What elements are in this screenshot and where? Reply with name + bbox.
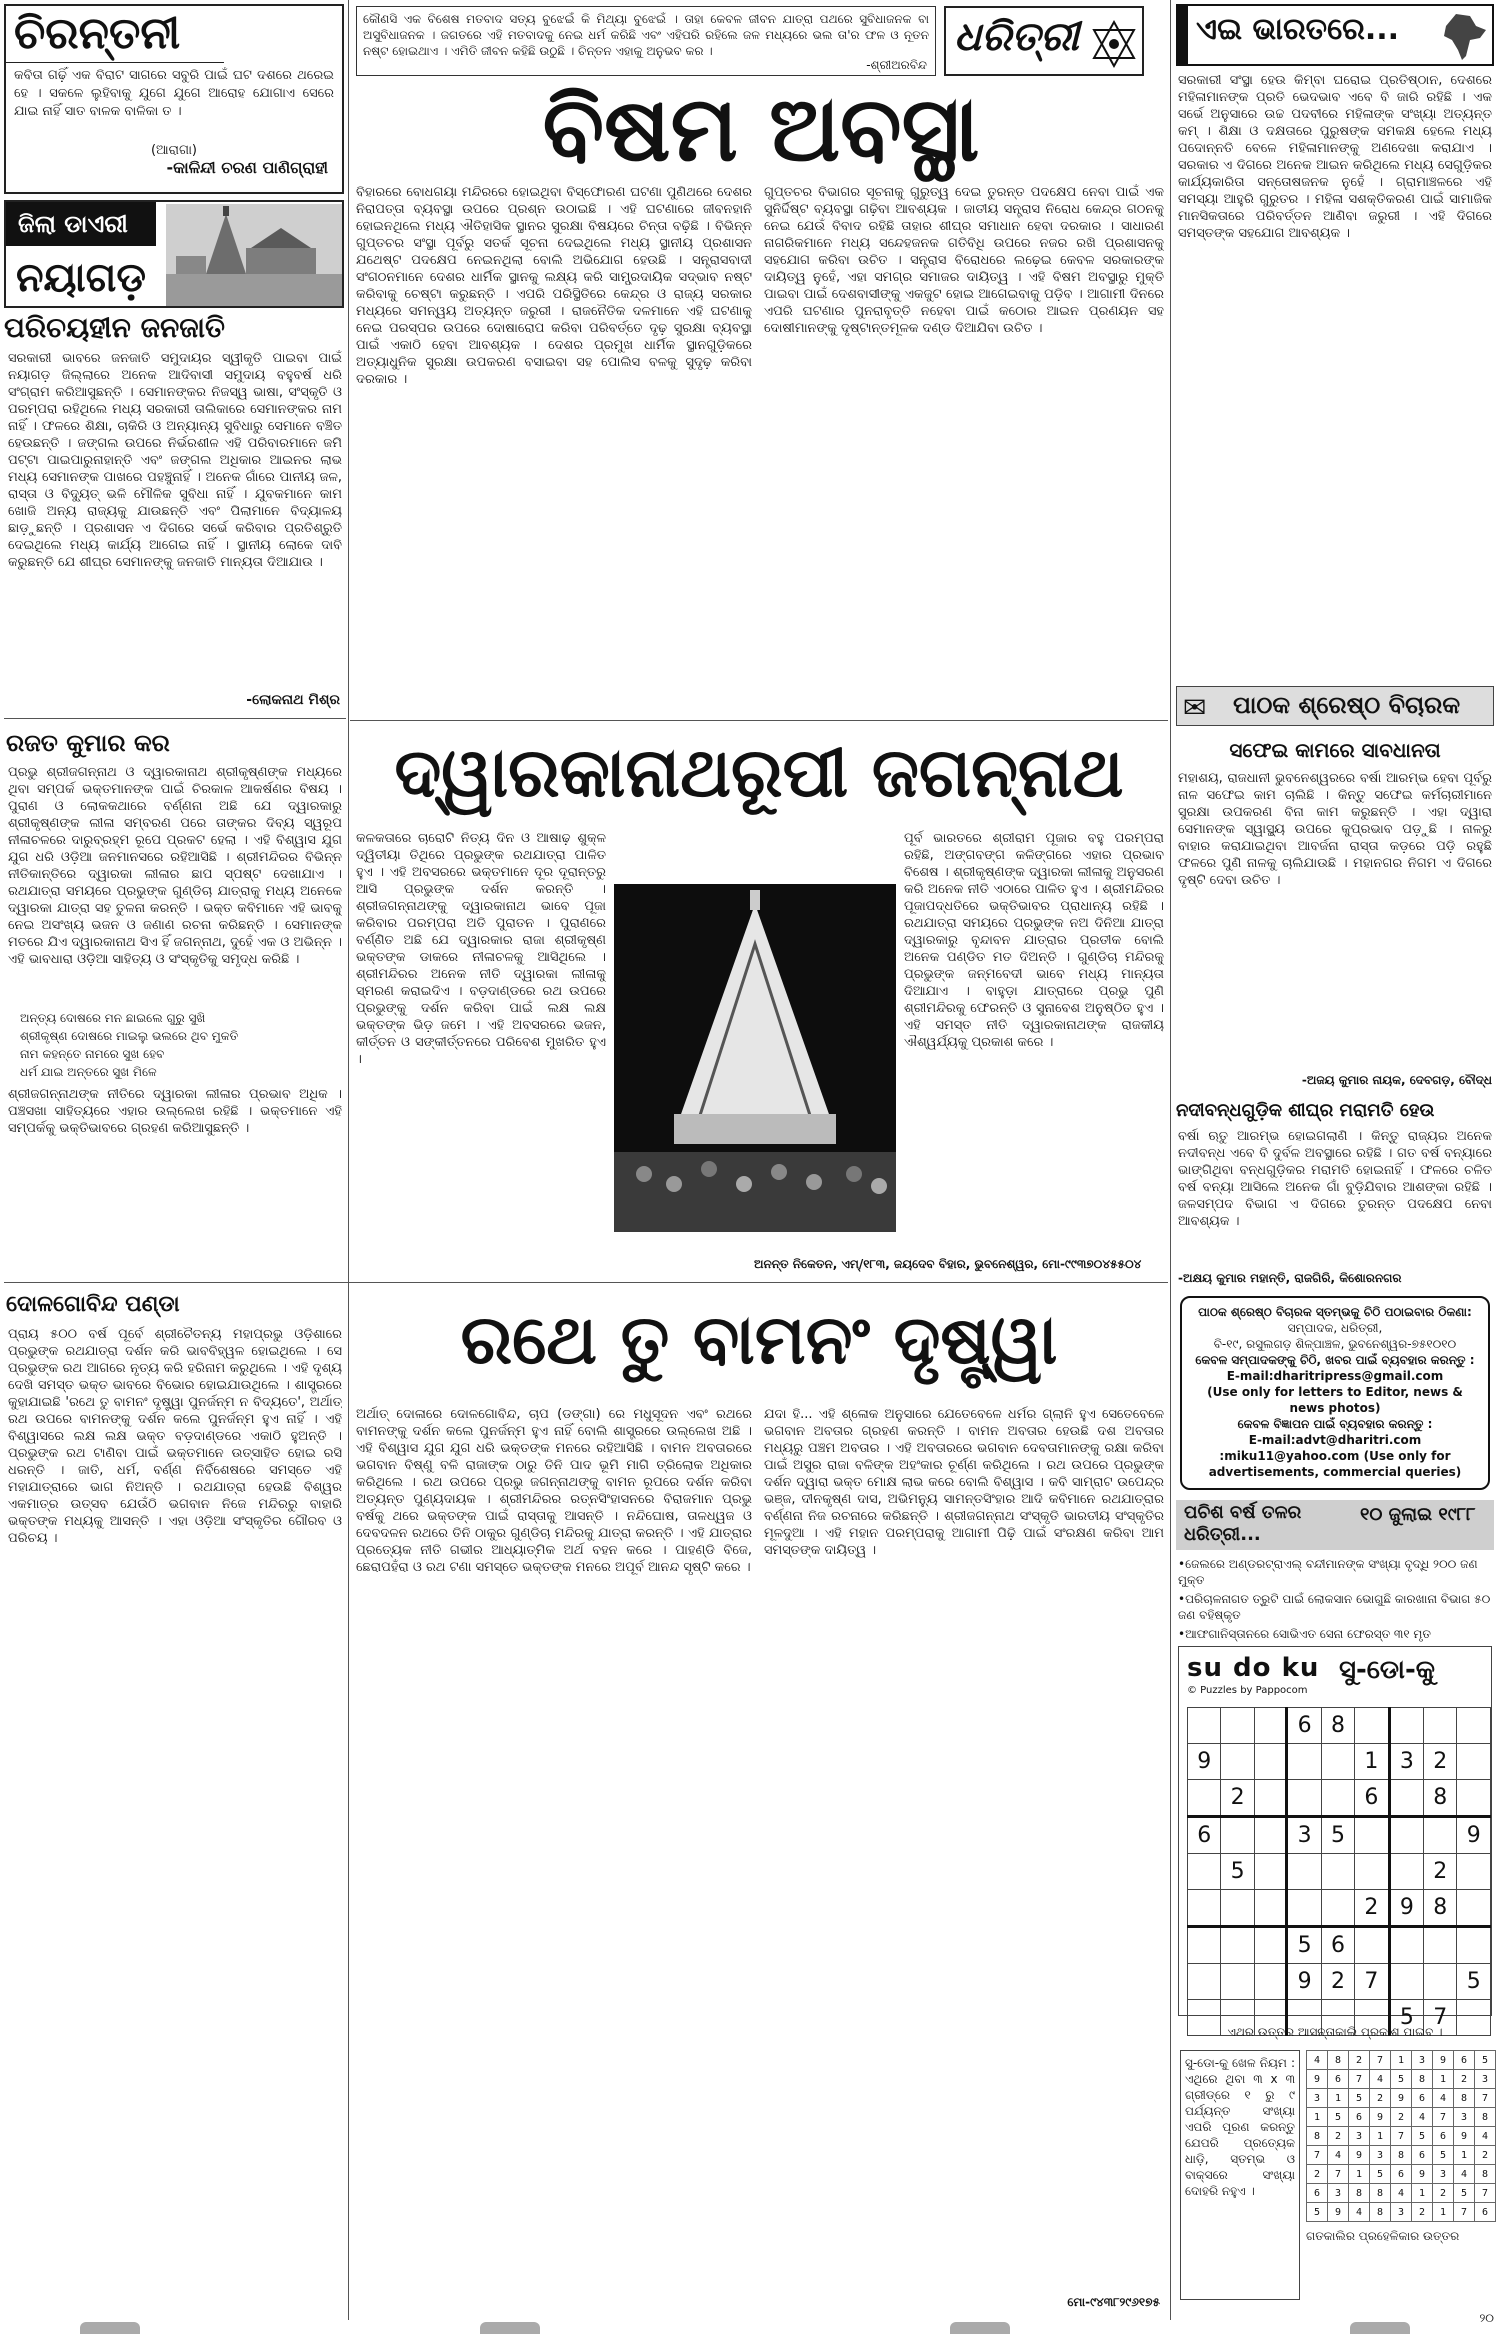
sudoku-solution-cell: 9 bbox=[1307, 2070, 1328, 2089]
sudoku-solution-cell: 7 bbox=[1391, 2127, 1412, 2146]
district-name: ନୟାଗଡ଼ bbox=[16, 255, 147, 301]
sudoku-solution-cell: 3 bbox=[1412, 2051, 1433, 2070]
sudoku-solution-cell: 3 bbox=[1370, 2146, 1391, 2165]
sudoku-cell bbox=[1221, 1744, 1254, 1780]
star-emblem-icon bbox=[1088, 18, 1140, 70]
letter1-author: -ଅଜୟ କୁମାର ନାୟକ, ଦେବଗଡ଼, ବୌଦ୍ଧ bbox=[1301, 1073, 1492, 1087]
sudoku-solution-label: ଗତକାଲିର ପ୍ରହେଳିକାର ଉତ୍ତର bbox=[1306, 2229, 1460, 2243]
letter1-title: ସଫେଇ କାମରେ ସାବଧାନତା bbox=[1229, 738, 1441, 762]
editorial-col-1: ବିହାରରେ ବୋଧଗୟା ମନ୍ଦିରରେ ହୋଇଥିବା ବିସ୍ଫୋରଣ ଘଟଣା ପୁଣିଥରେ ଦେଶର ନିରାପତ୍ତା ବ୍ୟବସ୍ଥା ଉପରେ ପ୍ରଶ୍ନ ଉଠାଇଛି । ଏହି ଘଟଣାରେ ଜୀବନହାନି ହୋଇନଥିଲେ ମଧ୍ୟ ଐତିହାସିକ ସ୍ଥାନର ସୁରକ୍ଷା ବିଷୟରେ ଚିନ୍ତା ବଢ଼ିଛି । ବିଭିନ୍ନ ଗୁପ୍ତଚର ସଂସ୍ଥା ପୂର୍ବରୁ ସତର୍କ ସୂଚନା ଦେଇଥିଲେ ମଧ୍ୟ ସ୍ଥାନୀୟ ପ୍ରଶାସନ ଯଥେଷ୍ଟ ପଦକ୍ଷେପ ନେଇନଥିଲା ବୋଲି ଅଭିଯୋଗ ହେଉଛି । ସନ୍ତ୍ରାସବାଦୀ ସଂଗଠନମାନେ ଦେଶର ଧାର୍ମିକ ସ୍ଥାନକୁ ଲକ୍ଷ୍ୟ କରି ସାମ୍ପ୍ରଦାୟିକ ସଦ୍ଭାବ ନଷ୍ଟ କରିବାକୁ ଚେଷ୍ଟା କରୁଛନ୍ତି । ଏପରି ପରିସ୍ଥିତିରେ କେନ୍ଦ୍ର ଓ ରାଜ୍ୟ ସରକାର ମଧ୍ୟରେ ସମନ୍ୱୟ ଅତ୍ୟନ୍ତ ଜରୁରୀ । ରାଜନୈତିକ ଦଳମାନେ ଏହି ଘଟଣାକୁ ନେଇ ପରସ୍ପର ଉପରେ ଦୋଷାରୋପ କରିବା ପରିବର୍ତ୍ତେ ଦୃଢ଼ ସୁରକ୍ଷା ବ୍ୟବସ୍ଥା ପାଇଁ ଏକାଠି ହେବା ଆବଶ୍ୟକ । ଦେଶର ପ୍ରମୁଖ ଧାର୍ମିକ ସ୍ଥାନଗୁଡ଼ିକରେ ଅତ୍ୟାଧୁନିକ ସୁରକ୍ଷା ଉପକରଣ ବସାଇବା ସହ ପୋଲିସ ବଳକୁ ସୁଦୃଢ଼ କରିବା ଦରକାର । bbox=[356, 185, 752, 387]
sudoku-solution-cell: 8 bbox=[1370, 2203, 1391, 2222]
contact-line: ବି-୧୯, ରସୁଲଗଡ଼ ଶିଳ୍ପାଞ୍ଚଳ, ଭୁବନେଶ୍ୱର-୭୫୧୦୧୦ bbox=[1213, 1337, 1457, 1351]
letters-title: ପାଠକ ଶ୍ରେଷ୍ଠ ବିଚାରକ bbox=[1233, 691, 1461, 719]
sudoku-solution-cell: 3 bbox=[1391, 2203, 1412, 2222]
poem-verse bbox=[20, 1008, 340, 1082]
sudoku-solution-cell: 2 bbox=[1391, 2108, 1412, 2127]
letter1-body: ମହାଶୟ, ରାଜଧାନୀ ଭୁବନେଶ୍ୱରରେ ବର୍ଷା ଆରମ୍ଭ ହେବା ପୂର୍ବରୁ ନାଳ ସଫେଇ କାମ ଚାଲିଛି । କିନ୍ତୁ ସଫେଇ କର୍ମଚାରୀମାନେ ସୁରକ୍ଷା ଉପକରଣ ବିନା କାମ କରୁଛନ୍ତି । ଏହା ଦ୍ୱାରା ସେମାନଙ୍କ ସ୍ୱାସ୍ଥ୍ୟ ଉପରେ କୁପ୍ରଭାବ ପଡ଼ୁଛି । ନାଳରୁ ବାହାର କରାଯାଇଥିବା ଆବର୍ଜନା ରାସ୍ତା କଡ଼ରେ ପଡ଼ି ରହୁଛି ଫଳରେ ପୁଣି ନାଳକୁ ଚାଲିଯାଉଛି । ମହାନଗର ନିଗମ ଏ ଦିଗରେ ଦୃଷ୍ଟି ଦେବା ଉଚିତ । bbox=[1178, 771, 1492, 888]
sudoku-cell bbox=[1321, 1890, 1354, 1927]
sudoku-cell: 2 bbox=[1424, 1854, 1457, 1890]
column-rule bbox=[348, 0, 349, 2320]
sudoku-cell bbox=[1389, 1708, 1423, 1744]
newspaper-logo: ଧରିତ୍ରୀ bbox=[954, 14, 1079, 60]
sudoku-solution-cell: 4 bbox=[1328, 2146, 1349, 2165]
sudoku-cell bbox=[1287, 1744, 1321, 1780]
sudoku-cell bbox=[1457, 1927, 1491, 1964]
article-author-rathe: ଦୋଳଗୋବିନ୍ଦ ପଣ୍ଡା bbox=[6, 1292, 180, 1317]
sudoku-cell bbox=[1188, 1854, 1221, 1890]
section-header-box bbox=[1176, 4, 1494, 66]
sudoku-solution-cell: 9 bbox=[1454, 2127, 1475, 2146]
sudoku-solution-cell: 1 bbox=[1433, 2070, 1454, 2089]
sudoku-cell: 9 bbox=[1457, 1817, 1491, 1854]
headline-dwarakanatha-jagannatha: ଦ୍ୱାରକାନାଥରୂପୀ ଜଗନ୍ନାଥ bbox=[394, 734, 1124, 813]
sudoku-solution-cell: 1 bbox=[1307, 2108, 1328, 2127]
rathe-contact: ମୋ-୯୪୩୮୨୯୬୧୭୫ bbox=[1067, 2295, 1160, 2309]
sudoku-solution-cell: 8 bbox=[1475, 2108, 1496, 2127]
history-item: •ଆଫଗାନିସ୍ତାନରେ ସୋଭିଏତ ସେନା ଫେରସ୍ତ ୩୧ ମୃତ bbox=[1178, 1627, 1431, 1641]
article-body-dwaraka: ପ୍ରଭୁ ଶ୍ରୀଜଗନ୍ନାଥ ଓ ଦ୍ୱାରକାନାଥ ଶ୍ରୀକୃଷ୍ଣଙ୍କ ମଧ୍ୟରେ ଥିବା ସମ୍ପର୍କ ଭକ୍ତମାନଙ୍କ ପାଇଁ ଚିରକାଳ ଆକର୍ଷଣର ବିଷୟ । ପୁରାଣ ଓ ଲୋକକଥାରେ ବର୍ଣ୍ଣନା ଅଛି ଯେ ଦ୍ୱାରକାରୁ ଶ୍ରୀକୃଷ୍ଣଙ୍କ ଲୀଳା ସମ୍ବରଣ ପରେ ତାଙ୍କର ଦିବ୍ୟ ସ୍ୱରୂପ ନୀଳାଚଳରେ ଦାରୁବ୍ରହ୍ମ ରୂପେ ପ୍ରକଟ ହେଲା । ଏହି ବିଶ୍ୱାସ ଯୁଗ ଯୁଗ ଧରି ଓଡ଼ିଆ ଜନମାନସରେ ରହିଆସିଛି । ଶ୍ରୀମନ୍ଦିରର ବିଭିନ୍ନ ନୀତିକାନ୍ତିରେ ଦ୍ୱାରକା ଲୀଳାର ଛାପ ସ୍ପଷ୍ଟ ଦେଖାଯାଏ । ରଥଯାତ୍ରା ସମୟରେ ପ୍ରଭୁଙ୍କ ଗୁଣ୍ଡିଚା ଯାତ୍ରାକୁ ମଧ୍ୟ ଅନେକେ ଦ୍ୱାରକା ଯାତ୍ରା ସହ ତୁଳନା କରନ୍ତି । ଭକ୍ତ କବିମାନେ ଏହି ଭାବକୁ ନେଇ ଅସଂଖ୍ୟ ଭଜନ ଓ ଜଣାଣ ରଚନା କରିଛନ୍ତି । ସେମାନଙ୍କ ମତରେ ଯିଏ ଦ୍ୱାରକାନାଥ ସିଏ ହିଁ ଜଗନ୍ନାଥ, ଦୁହେଁ ଏକ ଓ ଅଭିନ୍ନ । ଏହି ଭାବଧାରା ଓଡ଼ିଆ ସାହିତ୍ୟ ଓ ସଂସ୍କୃତିକୁ ସମୃଦ୍ଧ କରିଛି । bbox=[8, 765, 342, 967]
sudoku-cell bbox=[1287, 1854, 1321, 1890]
sudoku-solution-cell: 6 bbox=[1391, 2165, 1412, 2184]
district-label: ଜିଲା ଡାଏରୀ bbox=[6, 202, 156, 246]
article-author-dwaraka: ରଜତ କୁମାର କର bbox=[6, 729, 170, 757]
india-map-icon bbox=[1436, 10, 1490, 64]
sudoku-solution-cell: 5 bbox=[1454, 2184, 1475, 2203]
sudoku-solution-cell: 6 bbox=[1328, 2070, 1349, 2089]
sudoku-solution-cell: 7 bbox=[1349, 2070, 1370, 2089]
sudoku-solution-cell: 3 bbox=[1307, 2089, 1328, 2108]
sudoku-solution-cell: 2 bbox=[1349, 2051, 1370, 2070]
sudoku-cell: 9 bbox=[1287, 1964, 1321, 2000]
sudoku-solution-cell: 9 bbox=[1412, 2165, 1433, 2184]
poetry-source: (ଆରାଗା) bbox=[150, 143, 197, 158]
poetry-text: କବିତା ଗଢ଼ିଁ ଏକ ବିରାଟ ସାଗରେ ସବୁରି ପାଇଁ ଘଟ ଦଶରେ ଥରେଇ ହେ । ସକଳେ ଲୁହିବାକୁ ଯୁଗେ ଯୁଗେ ଆରୋହ ଯୋଗାଏ ସେରେ ଯାଇ ନାହିଁ ସାତ ବାଳକ ବାଳିକା ତ । bbox=[14, 68, 334, 119]
sudoku-solution-cell: 6 bbox=[1412, 2146, 1433, 2165]
sudoku-cell bbox=[1221, 1890, 1254, 1927]
sudoku-cell bbox=[1424, 1708, 1457, 1744]
sudoku-cell bbox=[1321, 1854, 1354, 1890]
sudoku-cell bbox=[1254, 1927, 1287, 1964]
quote-author: -ଶ୍ରୀଅରବିନ୍ଦ bbox=[866, 58, 927, 72]
history-item: •ଜେଲରେ ଅଣ୍ଡରଟ୍ରାଏଲ୍ ବନ୍ଦୀମାନଙ୍କ ସଂଖ୍ୟା ବୃଦ୍ଧି ୨୦୦ ଜଣ ମୁକ୍ତ bbox=[1178, 1557, 1478, 1587]
sudoku-title: ସୁ-ଡୋ-କୁ bbox=[1339, 1655, 1435, 1685]
sudoku-cell: 3 bbox=[1389, 1744, 1423, 1780]
section-title: ଏଇ ଭାରତରେ... bbox=[1196, 12, 1400, 47]
sudoku-solution-cell: 7 bbox=[1475, 2184, 1496, 2203]
sudoku-cell: 6 bbox=[1287, 1708, 1321, 1744]
sudoku-solution-cell: 7 bbox=[1475, 2089, 1496, 2108]
sudoku-cell bbox=[1355, 1817, 1389, 1854]
sudoku-solution-cell: 6 bbox=[1454, 2051, 1475, 2070]
sudoku-cell bbox=[1389, 1964, 1423, 2000]
sudoku-cell: 3 bbox=[1287, 1817, 1321, 1854]
sudoku-solution-cell: 4 bbox=[1307, 2051, 1328, 2070]
sudoku-cell: 6 bbox=[1355, 1780, 1389, 1817]
letter2-author: -ଅକ୍ଷୟ କୁମାର ମହାନ୍ତି, ରାଜଗିରି, କିଶୋରନଗର bbox=[1178, 1271, 1402, 1285]
sudoku-solution-cell: 3 bbox=[1433, 2165, 1454, 2184]
history-date: ୧୦ ଜୁଲାଇ ୧୯୮୮ bbox=[1360, 1504, 1476, 1525]
sudoku-cell: 5 bbox=[1287, 1927, 1321, 1964]
feature-address: ଅନନ୍ତ ନିକେତନ, ଏମ୍/୧୮୩, ଜୟଦେବ ବିହାର, ଭୁବନେଶ୍ୱର, ମୋ-୯୯୩୭୦୪୫୫୦୪ bbox=[754, 1257, 1142, 1271]
sudoku-box bbox=[1178, 1646, 1492, 2030]
contact-email-editor[interactable]: E-mail:dharitripress@gmail.com bbox=[1226, 1369, 1444, 1383]
sudoku-solution-cell: 2 bbox=[1370, 2089, 1391, 2108]
sudoku-solution-cell: 1 bbox=[1370, 2127, 1391, 2146]
sudoku-solution-cell: 4 bbox=[1349, 2203, 1370, 2222]
temple-photo bbox=[166, 204, 342, 306]
poetry-author: -କାଳିନ୍ଦୀ ଚରଣ ପାଣିଗ୍ରାହୀ bbox=[166, 158, 328, 177]
sudoku-brand: su do ku bbox=[1187, 1653, 1320, 1683]
sudoku-cell bbox=[1254, 1890, 1287, 1927]
sudoku-solution-cell: 6 bbox=[1307, 2184, 1328, 2203]
sudoku-cell bbox=[1221, 1817, 1254, 1854]
sudoku-solution-cell: 8 bbox=[1412, 2070, 1433, 2089]
quote-text: କୌଣସି ଏକ ବିଶେଷ ମତବାଦ ସତ୍ୟ ବୁଝେଇଁ କି ମିଥ୍ୟା ବୁଝେଇଁ । ତାହା କେବଳ ଜୀବନ ଯାତ୍ରା ପଥରେ ସୁବିଧାଜନକ ବା ଅସୁବିଧାଜନକ । ଜଗତରେ ଏହି ମତବାଦକୁ ନେଇ ଧର୍ମ କରିଛି ଏବଂ ଏହିପରି ରହିଲେ ଜଳ ମଧ୍ୟରେ ଭଲ ତା'ର ଫଳ ଓ ନୂତନ ନଷ୍ଟ ହୋଇଥାଏ । ଏମିତି ଜୀବନ କହିଛି ଉଠୁଛି । ଚିନ୍ତନ ଏହାକୁ ଅନୁଭବ କର । bbox=[363, 12, 929, 58]
sudoku-answer-note: ଏଥର ଉତ୍ତର ଆସନ୍ତାକାଲି ପ୍ରକାଶ ପାଇବ । bbox=[1227, 2025, 1443, 2039]
sudoku-solution-cell: 5 bbox=[1475, 2051, 1496, 2070]
sudoku-solution-cell: 9 bbox=[1433, 2051, 1454, 2070]
sudoku-cell bbox=[1457, 1854, 1491, 1890]
envelope-icon: ✉ bbox=[1183, 691, 1207, 724]
logo-box bbox=[944, 6, 1144, 76]
sudoku-cell bbox=[1188, 1890, 1221, 1927]
sudoku-solution-cell: 9 bbox=[1328, 2203, 1349, 2222]
sudoku-solution-cell: 6 bbox=[1433, 2127, 1454, 2146]
sudoku-cell: 2 bbox=[1355, 1890, 1389, 1927]
letter2-title: ନଦୀବନ୍ଧଗୁଡ଼ିକ ଶୀଘ୍ର ମରାମତି ହେଉ bbox=[1176, 1100, 1435, 1121]
sudoku-solution-cell: 4 bbox=[1454, 2165, 1475, 2184]
poem-line: ଅନ୍ତ୍ୟ ଦୋଷରେ ମନ ଛାଇଲେ ଗୁରୁ ସୁଖି bbox=[20, 1011, 206, 1025]
sudoku-cell bbox=[1424, 1964, 1457, 2000]
sudoku-rules: ସୁ-ଡୋ-କୁ ଖେଳ ନିୟମ : ଏଥିରେ ଥିବା ୩ x ୩ ଗ୍ରୀଡ୍‌ରେ ୧ ରୁ ୯ ପର୍ଯ୍ୟନ୍ତ ସଂଖ୍ୟା ଏପରି ପୂରଣ କରନ୍ତୁ ଯେପରି ପ୍ରତ୍ୟେକ ଧାଡ଼ି, ସ୍ତମ୍ଭ ଓ ବାକ୍ସରେ ସଂଖ୍ୟା ଦୋହରି ନହୁଏ । bbox=[1180, 2050, 1300, 2300]
sudoku-solution-cell: 2 bbox=[1307, 2165, 1328, 2184]
sudoku-solution-cell: 1 bbox=[1391, 2051, 1412, 2070]
sudoku-cell bbox=[1457, 1744, 1491, 1780]
sudoku-solution-cell: 6 bbox=[1349, 2108, 1370, 2127]
sudoku-cell: 2 bbox=[1321, 1964, 1354, 2000]
sudoku-solution-cell: 5 bbox=[1433, 2146, 1454, 2165]
sudoku-solution-cell: 4 bbox=[1391, 2184, 1412, 2203]
sudoku-cell: 9 bbox=[1188, 1744, 1221, 1780]
sudoku-cell bbox=[1254, 1854, 1287, 1890]
sudoku-solution-cell: 2 bbox=[1454, 2070, 1475, 2089]
sudoku-cell: 6 bbox=[1188, 1817, 1221, 1854]
sudoku-cell bbox=[1457, 1780, 1491, 1817]
sudoku-solution-cell: 4 bbox=[1370, 2070, 1391, 2089]
contact-heading: ପାଠକ ଶ୍ରେଷ୍ଠ ବିଚାରକ ସ୍ତମ୍ଭକୁ ଚିଠି ପଠାଇବାର ଠିକଣା: bbox=[1198, 1305, 1472, 1319]
poetry-title: ଚିରନ୍ତନୀ bbox=[6, 6, 224, 63]
history-header bbox=[1176, 1500, 1494, 1550]
sudoku-solution-cell: 4 bbox=[1412, 2108, 1433, 2127]
sudoku-solution-cell: 7 bbox=[1328, 2165, 1349, 2184]
sudoku-solution-box bbox=[1306, 2050, 1496, 2244]
sudoku-solution-cell: 5 bbox=[1391, 2070, 1412, 2089]
sudoku-cell bbox=[1221, 1964, 1254, 2000]
sudoku-grid bbox=[1187, 1707, 1491, 2036]
sudoku-cell bbox=[1389, 1927, 1423, 1964]
sudoku-solution-cell: 9 bbox=[1391, 2089, 1412, 2108]
sudoku-solution-cell: 8 bbox=[1475, 2165, 1496, 2184]
sudoku-solution-cell: 4 bbox=[1475, 2127, 1496, 2146]
sudoku-cell bbox=[1355, 1708, 1389, 1744]
sudoku-cell bbox=[1389, 1780, 1423, 1817]
sudoku-cell: 6 bbox=[1321, 1927, 1354, 1964]
sudoku-solution-cell: 5 bbox=[1370, 2165, 1391, 2184]
sudoku-solution-cell: 2 bbox=[1475, 2146, 1496, 2165]
sudoku-cell: 2 bbox=[1424, 1744, 1457, 1780]
sudoku-solution-cell: 1 bbox=[1328, 2089, 1349, 2108]
sudoku-cell: 5 bbox=[1457, 1964, 1491, 2000]
contact-line: କେବଳ ସମ୍ପାଦକଙ୍କୁ ଚିଠି, ଖବର ପାଇଁ ବ୍ୟବହାର କରନ୍ତୁ : bbox=[1195, 1353, 1475, 1367]
article-title-tribes: ପରିଚୟହୀନ ଜନଜାତି bbox=[4, 311, 225, 344]
headline-bishama-abastha: ବିଷମ ଅବସ୍ଥା bbox=[542, 77, 980, 182]
sudoku-solution-cell: 3 bbox=[1328, 2184, 1349, 2203]
rath-yatra-photo bbox=[614, 884, 896, 1232]
sudoku-cell bbox=[1254, 1744, 1287, 1780]
contact-note-editor: (Use only for letters to Editor, news & news photos) bbox=[1207, 1385, 1463, 1415]
sudoku-solution-cell: 9 bbox=[1349, 2146, 1370, 2165]
sudoku-cell bbox=[1254, 1708, 1287, 1744]
editorial-col-2: ଗୁପ୍ତଚର ବିଭାଗର ସୂଚନାକୁ ଗୁରୁତ୍ୱ ଦେଇ ତୁରନ୍ତ ପଦକ୍ଷେପ ନେବା ପାଇଁ ଏକ ସୁନିର୍ଦ୍ଦିଷ୍ଟ ବ୍ୟବସ୍ଥା ଗଢ଼ିବା ଆବଶ୍ୟକ । ଜାତୀୟ ସନ୍ତ୍ରାସ ନିରୋଧ କେନ୍ଦ୍ର ଗଠନକୁ ନେଇ ଯେଉଁ ବିବାଦ ରହିଛି ତାହାର ଶୀଘ୍ର ସମାଧାନ ହେବା ଦରକାର । ସାଧାରଣ ନାଗରିକମାନେ ମଧ୍ୟ ସନ୍ଦେହଜନକ ଗତିବିଧି ଉପରେ ନଜର ରଖି ପ୍ରଶାସନକୁ ସହଯୋଗ କରିବା ଉଚିତ । ସନ୍ତ୍ରାସ ବିରୋଧରେ ଲଢ଼େଇ କେବଳ ସରକାରଙ୍କ ଦାୟିତ୍ୱ ନୁହେଁ, ଏହା ସମଗ୍ର ସମାଜର ଦାୟିତ୍ୱ । ଏହି ବିଷମ ଅବସ୍ଥାରୁ ମୁକ୍ତି ପାଇବା ପାଇଁ ଦେଶବାସୀଙ୍କୁ ଏକଜୁଟ ହୋଇ ଆଗେଇବାକୁ ପଡ଼ିବ । ଆଗାମୀ ଦିନରେ ଏପରି ଘଟଣାର ପୁନରାବୃତ୍ତି ନହେବା ପାଇଁ କଠୋର ଆଇନ ପ୍ରଣୟନ ସହ ଦୋଷୀମାନଙ୍କୁ ଦୃଷ୍ଟାନ୍ତମୂଳକ ଦଣ୍ଡ ଦିଆଯିବା ଉଚିତ । bbox=[764, 185, 1164, 336]
sudoku-cell bbox=[1457, 1708, 1491, 1744]
sudoku-solution-cell: 3 bbox=[1475, 2070, 1496, 2089]
sudoku-solution-cell: 7 bbox=[1307, 2146, 1328, 2165]
sudoku-solution-cell: 7 bbox=[1370, 2051, 1391, 2070]
sudoku-cell bbox=[1321, 1744, 1354, 1780]
sudoku-solution-cell: 8 bbox=[1454, 2089, 1475, 2108]
sudoku-cell: 5 bbox=[1321, 1817, 1354, 1854]
sudoku-cell bbox=[1457, 1890, 1491, 1927]
sudoku-cell bbox=[1188, 1780, 1221, 1817]
sudoku-solution-cell: 1 bbox=[1412, 2184, 1433, 2203]
sudoku-cell: 7 bbox=[1355, 1964, 1389, 2000]
quote-box bbox=[356, 6, 936, 76]
sudoku-solution-cell: 8 bbox=[1391, 2146, 1412, 2165]
contact-line: ସମ୍ପାଦକ, ଧରିତ୍ରୀ, bbox=[1287, 1321, 1383, 1335]
history-item: •ପରିଚାଳନାଗତ ତ୍ରୁଟି ପାଇଁ ଲୋକସାନ ଭୋଗୁଛି କାରଖାନା ବିଭାଗ ୫୦ ଜଣ ବହିଷ୍କୃତ bbox=[1178, 1592, 1491, 1622]
sudoku-solution-cell: 1 bbox=[1349, 2165, 1370, 2184]
sudoku-solution-cell: 6 bbox=[1412, 2089, 1433, 2108]
sudoku-cell: 8 bbox=[1424, 1780, 1457, 1817]
article-body-dwaraka-cont: ଶ୍ରୀଜଗନ୍ନାଥଙ୍କ ନୀତିରେ ଦ୍ୱାରକା ଲୀଳାର ପ୍ରଭାବ ଅଧିକ । ପଞ୍ଚସଖା ସାହିତ୍ୟରେ ଏହାର ଉଲ୍ଲେଖ ରହିଛି । ଭକ୍ତମାନେ ଏହି ସମ୍ପର୍କକୁ ଭକ୍ତିଭାବରେ ଗ୍ରହଣ କରିଆସୁଛନ୍ତି । bbox=[8, 1087, 342, 1136]
article-author-tribes: -ଲୋକନାଥ ମିଶ୍ର bbox=[246, 692, 340, 708]
sudoku-solution-cell: 2 bbox=[1433, 2184, 1454, 2203]
sudoku-cell bbox=[1389, 1854, 1423, 1890]
sudoku-cell bbox=[1424, 1927, 1457, 1964]
sudoku-solution-grid bbox=[1306, 2050, 1496, 2222]
page-number: ୨୦ bbox=[1479, 2311, 1494, 2325]
history-title: ପଚିଶ ବର୍ଷ ତଳର ଧରିତ୍ରୀ... bbox=[1184, 1502, 1302, 1545]
sudoku-cell bbox=[1389, 1817, 1423, 1854]
feature-col-3: ପୂର୍ବ ଭାରତରେ ଶ୍ରୀରାମ ପୂଜାର ବହୁ ପରମ୍ପରା ରହିଛି, ଅଙ୍ଗବଙ୍ଗ କଳିଙ୍ଗରେ ଏହାର ପ୍ରଭାବ ବିଶେଷ । ଶ୍ରୀକୃଷ୍ଣଙ୍କ ଦ୍ୱାରକା ଲୀଳାକୁ ଅନୁସରଣ କରି ଅନେକ ନୀତି ଏଠାରେ ପାଳିତ ହୁଏ । ଶ୍ରୀମନ୍ଦିରର ପୂଜାପଦ୍ଧତିରେ ଭକ୍ତିଭାବର ପ୍ରାଧାନ୍ୟ ରହିଛି । ରଥଯାତ୍ରା ସମୟରେ ପ୍ରଭୁଙ୍କ ନଅ ଦିନିଆ ଯାତ୍ରା ଦ୍ୱାରକାରୁ ବୃନ୍ଦାବନ ଯାତ୍ରାର ପ୍ରତୀକ ବୋଲି ଅନେକ ପଣ୍ଡିତ ମତ ଦିଅନ୍ତି । ଗୁଣ୍ଡିଚା ମନ୍ଦିରକୁ ପ୍ରଭୁଙ୍କ ଜନ୍ମବେଦୀ ଭାବେ ମଧ୍ୟ ମାନ୍ୟତା ଦିଆଯାଏ । ବାହୁଡ଼ା ଯାତ୍ରାରେ ପ୍ରଭୁ ପୁଣି ଶ୍ରୀମନ୍ଦିରକୁ ଫେରନ୍ତି ଓ ସୁନାବେଶ ଅନୁଷ୍ଠିତ ହୁଏ । ଏହି ସମସ୍ତ ନୀତି ଦ୍ୱାରକାନାଥଙ୍କ ରାଜକୀୟ ଐଶ୍ୱର୍ଯ୍ୟକୁ ପ୍ରକାଶ କରେ । bbox=[904, 831, 1164, 1050]
sudoku-solution-cell: 1 bbox=[1454, 2146, 1475, 2165]
sudoku-solution-cell: 8 bbox=[1349, 2184, 1370, 2203]
sudoku-cell bbox=[1321, 1780, 1354, 1817]
sudoku-solution-cell: 8 bbox=[1370, 2184, 1391, 2203]
sudoku-solution-cell: 2 bbox=[1412, 2203, 1433, 2222]
sudoku-solution-cell: 3 bbox=[1454, 2108, 1475, 2127]
sudoku-cell: 5 bbox=[1221, 1854, 1254, 1890]
sudoku-cell: 1 bbox=[1355, 1744, 1389, 1780]
sudoku-solution-cell: 5 bbox=[1349, 2089, 1370, 2108]
sudoku-solution-cell: 6 bbox=[1475, 2203, 1496, 2222]
sudoku-solution-cell: 8 bbox=[1328, 2051, 1349, 2070]
sudoku-cell bbox=[1221, 1927, 1254, 1964]
sudoku-solution-cell: 4 bbox=[1433, 2089, 1454, 2108]
sudoku-solution-cell: 1 bbox=[1433, 2203, 1454, 2222]
letters-header bbox=[1176, 686, 1494, 726]
sudoku-cell bbox=[1287, 1780, 1321, 1817]
poem-line: ଧର୍ମ ଯାଇ ଅନ୍ତରେ ସୁଖ ମିଳେ bbox=[20, 1065, 157, 1079]
sudoku-cell bbox=[1254, 1817, 1287, 1854]
sudoku-credit: © Puzzles by Pappocom bbox=[1187, 1685, 1308, 1696]
column-rule bbox=[1170, 0, 1171, 2320]
article-body-tribes: ସରକାରୀ ଭାବରେ ଜନଜାତି ସମୁଦାୟର ସ୍ୱୀକୃତି ପାଇବା ପାଇଁ ନୟାଗଡ଼ ଜିଲ୍ଲାରେ ଅନେକ ଆଦିବାସୀ ସମୁଦାୟ ବହୁବର୍ଷ ଧରି ସଂଗ୍ରାମ କରିଆସୁଛନ୍ତି । ସେମାନଙ୍କର ନିଜସ୍ୱ ଭାଷା, ସଂସ୍କୃତି ଓ ପରମ୍ପରା ରହିଥିଲେ ମଧ୍ୟ ସରକାରୀ ତାଲିକାରେ ସେମାନଙ୍କର ନାମ ନାହିଁ । ଫଳରେ ଶିକ୍ଷା, ଚାକିରି ଓ ଅନ୍ୟାନ୍ୟ ସୁବିଧାରୁ ସେମାନେ ବଞ୍ଚିତ ହେଉଛନ୍ତି । ଜଙ୍ଗଲ ଉପରେ ନିର୍ଭରଶୀଳ ଏହି ପରିବାରମାନେ ଜମି ପଟ୍ଟା ପାଇପାରୁନାହାନ୍ତି ଏବଂ ଜଙ୍ଗଲ ଅଧିକାର ଆଇନର ଲାଭ ମଧ୍ୟ ସେମାନଙ୍କ ପାଖରେ ପହଞ୍ଚୁନାହିଁ । ଅନେକ ଗାଁରେ ପାନୀୟ ଜଳ, ରାସ୍ତା ଓ ବିଦ୍ୟୁତ୍ ଭଳି ମୌଳିକ ସୁବିଧା ନାହିଁ । ଯୁବକମାନେ କାମ ଖୋଜି ଅନ୍ୟ ରାଜ୍ୟକୁ ଯାଉଛନ୍ତି ଏବଂ ପିଲାମାନେ ବିଦ୍ୟାଳୟ ଛାଡ଼ୁଛନ୍ତି । ପ୍ରଶାସନ ଏ ଦିଗରେ ସର୍ଭେ କରିବାର ପ୍ରତିଶ୍ରୁତି ଦେଇଥିଲେ ମଧ୍ୟ କାର୍ଯ୍ୟ ଆଗେଇ ନାହିଁ । ସ୍ଥାନୀୟ ଲୋକେ ଦାବି କରୁଛନ୍ତି ଯେ ଶୀଘ୍ର ସେମାନଙ୍କୁ ଜନଜାତି ମାନ୍ୟତା ଦିଆଯାଉ । bbox=[8, 351, 342, 570]
contact-email-ads-alt[interactable]: :miku11@yahoo.com (Use only for advertisements, commercial queries) bbox=[1208, 1449, 1462, 1479]
sudoku-solution-cell: 3 bbox=[1349, 2127, 1370, 2146]
poem-line: ଶ୍ରୀକୃଷ୍ଣ ଦୋଷରେ ମାଇଲୁ ଭଲରେ ଥିବ ମୁକତି bbox=[20, 1029, 239, 1043]
sudoku-cell: 9 bbox=[1389, 1890, 1423, 1927]
sudoku-cell bbox=[1188, 1708, 1221, 1744]
sudoku-cell bbox=[1254, 1780, 1287, 1817]
sudoku-cell bbox=[1424, 1817, 1457, 1854]
headline-rathe-tu-bamanam: ରଥେ ତୁ ବାମନଂ ଦୃଷ୍ଟ୍ୱା bbox=[460, 1301, 1058, 1380]
sudoku-cell bbox=[1287, 1890, 1321, 1927]
sudoku-solution-cell: 7 bbox=[1454, 2203, 1475, 2222]
history-list bbox=[1178, 1556, 1492, 1642]
sudoku-cell: 7 bbox=[1424, 2000, 1457, 2036]
letter2-body: ବର୍ଷା ଋତୁ ଆରମ୍ଭ ହୋଇଗଲାଣି । କିନ୍ତୁ ରାଜ୍ୟର ଅନେକ ନଦୀବନ୍ଧ ଏବେ ବି ଦୁର୍ବଳ ଅବସ୍ଥାରେ ରହିଛି । ଗତ ବର୍ଷ ବନ୍ୟାରେ ଭାଙ୍ଗିଥିବା ବନ୍ଧଗୁଡ଼ିକର ମରାମତି ହୋଇନାହିଁ । ଫଳରେ ଚଳିତ ବର୍ଷ ବନ୍ୟା ଆସିଲେ ଅନେକ ଗାଁ ବୁଡ଼ିଯିବାର ଆଶଙ୍କା ରହିଛି । ଜଳସମ୍ପଦ ବିଭାଗ ଏ ଦିଗରେ ତୁରନ୍ତ ପଦକ୍ଷେପ ନେବା ଆବଶ୍ୟକ । bbox=[1178, 1129, 1492, 1229]
feature-col-1: କଳକତାରେ ଚାରୋଟି ନିତ୍ୟ ଦିନ ଓ ଆଷାଢ଼ ଶୁକ୍ଳ ଦ୍ୱିତୀୟା ତିଥିରେ ପ୍ରଭୁଙ୍କ ରଥଯାତ୍ରା ପାଳିତ ହୁଏ । ଏହି ଅବସରରେ ଭକ୍ତମାନେ ଦୂର ଦୂରାନ୍ତରୁ ଆସି ପ୍ରଭୁଙ୍କ ଦର୍ଶନ କରନ୍ତି । ଶ୍ରୀଜଗନ୍ନାଥଙ୍କୁ ଦ୍ୱାରକାନାଥ ଭାବେ ପୂଜା କରିବାର ପରମ୍ପରା ଅତି ପୁରାତନ । ପୁରାଣରେ ବର୍ଣ୍ଣିତ ଅଛି ଯେ ଦ୍ୱାରକାର ରାଜା ଶ୍ରୀକୃଷ୍ଣ ଭକ୍ତଙ୍କ ଡାକରେ ନୀଳାଚଳକୁ ଆସିଥିଲେ । ଶ୍ରୀମନ୍ଦିରର ଅନେକ ନୀତି ଦ୍ୱାରକା ଲୀଳାକୁ ସ୍ମରଣ କରାଇଦିଏ । ବଡ଼ଦାଣ୍ଡରେ ରଥ ଉପରେ ପ୍ରଭୁଙ୍କୁ ଦର୍ଶନ କରିବା ପାଇଁ ଲକ୍ଷ ଲକ୍ଷ ଭକ୍ତଙ୍କ ଭିଡ଼ ଜମେ । ଏହି ଅବସରରେ ଭଜନ, କୀର୍ତ୍ତନ ଓ ସଙ୍କୀର୍ତ୍ତନରେ ପରିବେଶ ମୁଖରିତ ହୁଏ । bbox=[356, 831, 606, 1067]
rathe-col-3: ଯଦା ହି... ଏହି ଶ୍ଳୋକ ଅନୁସାରେ ଯେତେବେଳେ ଧର୍ମର ଗ୍ଲାନି ହୁଏ ସେତେବେଳେ ଭଗବାନ ଅବତାର ଗ୍ରହଣ କରନ୍ତି । ବାମନ ଅବତାର ହେଉଛି ଦଶ ଅବତାର ମଧ୍ୟରୁ ପଞ୍ଚମ ଅବତାର । ଏହି ଅବତାରରେ ଭଗବାନ ଦେବତାମାନଙ୍କୁ ରକ୍ଷା କରିବା ପାଇଁ ଅସୁର ରାଜା ବଳିଙ୍କ ଅହଂକାର ଚୂର୍ଣ୍ଣ କରିଥିଲେ । ରଥ ଉପରେ ପ୍ରଭୁଙ୍କ ଦର୍ଶନ ଦ୍ୱାରା ଭକ୍ତ ମୋକ୍ଷ ଲାଭ କରେ ବୋଲି ବିଶ୍ୱାସ । କବି ସାମ୍ରାଟ ଉପେନ୍ଦ୍ର ଭଞ୍ଜ, ଦୀନକୃଷ୍ଣ ଦାସ, ଅଭିମନ୍ୟୁ ସାମନ୍ତସିଂହାର ଆଦି କବିମାନେ ରଥଯାତ୍ରାର ବର୍ଣ୍ଣନା ନିଜ ରଚନାରେ କରିଛନ୍ତି । ଶ୍ରୀଜଗନ୍ନାଥ ସଂସ୍କୃତି ଭାରତୀୟ ସଂସ୍କୃତିର ମୂଳଦୁଆ । ଏହି ମହାନ ପରମ୍ପରାକୁ ଆଗାମୀ ପିଢ଼ି ପାଇଁ ସଂରକ୍ଷଣ କରିବା ଆମ ସମସ୍ତଙ୍କ ଦାୟିତ୍ୱ । bbox=[764, 1407, 1164, 1558]
sudoku-cell bbox=[1221, 1708, 1254, 1744]
sudoku-cell bbox=[1188, 1964, 1221, 2000]
sudoku-solution-cell: 7 bbox=[1433, 2108, 1454, 2127]
contact-box bbox=[1180, 1296, 1490, 1490]
district-diary-box bbox=[4, 200, 344, 308]
rathe-col-2: ଅର୍ଥାତ୍ ଦୋଳାରେ ଦୋଳଗୋବିନ୍ଦ, ଚାପ (ଡଙ୍ଗା) ରେ ମଧୁସୂଦନ ଏବଂ ରଥରେ ବାମନଙ୍କୁ ଦର୍ଶନ କଲେ ପୁନର୍ଜନ୍ମ ହୁଏ ନାହିଁ ବୋଲି ଶାସ୍ତ୍ରରେ ଉଲ୍ଲେଖ ଅଛି । ଏହି ବିଶ୍ୱାସ ଯୁଗ ଯୁଗ ଧରି ଭକ୍ତଙ୍କ ମନରେ ରହିଆସିଛି । ବାମନ ଅବତାରରେ ଭଗବାନ ବିଷ୍ଣୁ ବଳି ରାଜାଙ୍କ ଠାରୁ ତିନି ପାଦ ଭୂମି ମାଗି ତ୍ରିଲୋକ ଅଧିକାର କରିଥିଲେ । ରଥ ଉପରେ ପ୍ରଭୁ ଜଗନ୍ନାଥଙ୍କୁ ବାମନ ରୂପରେ ଦର୍ଶନ କରିବା ଅତ୍ୟନ୍ତ ପୁଣ୍ୟଦାୟକ । ଶ୍ରୀମନ୍ଦିରର ରତ୍ନସିଂହାସନରେ ବିରାଜମାନ ପ୍ରଭୁ ବର୍ଷକୁ ଥରେ ଭକ୍ତଙ୍କ ପାଇଁ ରାସ୍ତାକୁ ଆସନ୍ତି । ନନ୍ଦିଘୋଷ, ତାଳଧ୍ୱଜ ଓ ଦେବଦଳନ ରଥରେ ତିନି ଠାକୁର ଗୁଣ୍ଡିଚା ମନ୍ଦିରକୁ ଯାତ୍ରା କରନ୍ତି । ଏହି ଯାତ୍ରାର ପ୍ରତ୍ୟେକ ନୀତି ଗଭୀର ଆଧ୍ୟାତ୍ମିକ ଅର୍ଥ ବହନ କରେ । ପାହଣ୍ଡି ବିଜେ, ଛେରାପହଁରା ଓ ରଥ ଟଣା ସମସ୍ତେ ଭକ୍ତଙ୍କ ମନରେ ଅପୂର୍ବ ଆନନ୍ଦ ସୃଷ୍ଟି କରେ । bbox=[356, 1407, 752, 1575]
sudoku-solution-cell: 9 bbox=[1370, 2108, 1391, 2127]
sudoku-solution-cell: 5 bbox=[1307, 2203, 1328, 2222]
rathe-col-1: ପ୍ରାୟ ୫୦୦ ବର୍ଷ ପୂର୍ବେ ଶ୍ରୀଚୈତନ୍ୟ ମହାପ୍ରଭୁ ଓଡ଼ିଶାରେ ପ୍ରଭୁଙ୍କ ରଥଯାତ୍ରା ଦର୍ଶନ କରି ଭାବବିହ୍ୱଳ ହୋଇଥିଲେ । ସେ ପ୍ରଭୁଙ୍କ ରଥ ଆଗରେ ନୃତ୍ୟ କରି ହରିନାମ କରୁଥିଲେ । ଏହି ଦୃଶ୍ୟ ଦେଖି ସମସ୍ତ ଭକ୍ତ ଭାବରେ ବିଭୋର ହୋଇଯାଉଥିଲେ । ଶାସ୍ତ୍ରରେ କୁହାଯାଇଛି 'ରଥେ ତୁ ବାମନଂ ଦୃଷ୍ଟ୍ୱା ପୁନର୍ଜନ୍ମ ନ ବିଦ୍ୟତେ', ଅର୍ଥାତ୍ ରଥ ଉପରେ ବାମନଙ୍କୁ ଦର୍ଶନ କଲେ ପୁନର୍ଜନ୍ମ ହୁଏ ନାହିଁ । ଏହି ବିଶ୍ୱାସରେ ଲକ୍ଷ ଲକ୍ଷ ଭକ୍ତ ବଡ଼ଦାଣ୍ଡରେ ଏକାଠି ହୁଅନ୍ତି । ପ୍ରଭୁଙ୍କ ରଥ ଟାଣିବା ପାଇଁ ଭକ୍ତମାନେ ଉତ୍ସାହିତ ହୋଇ ରସି ଧରନ୍ତି । ଜାତି, ଧର୍ମ, ବର୍ଣ୍ଣ ନିର୍ବିଶେଷରେ ସମସ୍ତେ ଏହି ମହାଯାତ୍ରାରେ ଭାଗ ନିଅନ୍ତି । ରଥଯାତ୍ରା ହେଉଛି ବିଶ୍ୱର ଏକମାତ୍ର ଉତ୍ସବ ଯେଉଁଠି ଭଗବାନ ନିଜେ ମନ୍ଦିରରୁ ବାହାରି ଭକ୍ତଙ୍କ ମଧ୍ୟକୁ ଆସନ୍ତି । ଏହା ଓଡ଼ିଆ ସଂସ୍କୃତିର ଗୌରବ ଓ ପରିଚୟ । bbox=[8, 1327, 342, 1546]
sudoku-solution-cell: 5 bbox=[1412, 2127, 1433, 2146]
sudoku-cell bbox=[1188, 1927, 1221, 1964]
sudoku-cell bbox=[1254, 1964, 1287, 2000]
sudoku-solution-cell: 2 bbox=[1328, 2127, 1349, 2146]
poetry-box bbox=[4, 4, 344, 194]
sudoku-solution-cell: 5 bbox=[1328, 2108, 1349, 2127]
sudoku-cell bbox=[1355, 1854, 1389, 1890]
sudoku-solution-cell: 8 bbox=[1307, 2127, 1328, 2146]
poem-line: ନାମ କହନ୍ତେ ନାମରେ ସୁଖ ହେବ bbox=[20, 1047, 165, 1061]
contact-ads-heading: କେବଳ ବିଜ୍ଞାପନ ପାଇଁ ବ୍ୟବହାର କରନ୍ତୁ : bbox=[1237, 1417, 1433, 1431]
sudoku-cell: 8 bbox=[1424, 1890, 1457, 1927]
contact-email-ads[interactable]: E-mail:advt@dharitri.com bbox=[1248, 1433, 1422, 1447]
sudoku-cell bbox=[1355, 1927, 1389, 1964]
sudoku-cell: 2 bbox=[1221, 1780, 1254, 1817]
sudoku-cell: 5 bbox=[1389, 2000, 1423, 2036]
section-body: ସରକାରୀ ସଂସ୍ଥା ହେଉ କିମ୍ବା ଘରୋଇ ପ୍ରତିଷ୍ଠାନ, ଦେଶରେ ମହିଳାମାନଙ୍କ ପ୍ରତି ଭେଦଭାବ ଏବେ ବି ଜାରି ରହିଛି । ଏକ ସର୍ଭେ ଅନୁସାରେ ଉଚ୍ଚ ପଦବୀରେ ମହିଳାଙ୍କ ସଂଖ୍ୟା ଅତ୍ୟନ୍ତ କମ୍ । ଶିକ୍ଷା ଓ ଦକ୍ଷତାରେ ପୁରୁଷଙ୍କ ସମକକ୍ଷ ହେଲେ ମଧ୍ୟ ପଦୋନ୍ନତି ବେଳେ ମହିଳାମାନଙ୍କୁ ଅଣଦେଖା କରାଯାଏ । ସରକାର ଏ ଦିଗରେ ଅନେକ ଆଇନ କରିଥିଲେ ମଧ୍ୟ ସେଗୁଡ଼ିକର କାର୍ଯ୍ୟକାରିତା ସନ୍ତୋଷଜନକ ନୁହେଁ । ଗ୍ରାମାଞ୍ଚଳରେ ଏହି ସମସ୍ୟା ଆହୁରି ଗୁରୁତର । ମହିଳା ସଶକ୍ତିକରଣ ପାଇଁ ସାମାଜିକ ମାନସିକତାରେ ପରିବର୍ତ୍ତନ ଆଣିବା ଜରୁରୀ । ଏହି ଦିଗରେ ସମସ୍ତଙ୍କ ସହଯୋଗ ଆବଶ୍ୟକ । bbox=[1178, 73, 1492, 241]
sudoku-cell: 8 bbox=[1321, 1708, 1354, 1744]
